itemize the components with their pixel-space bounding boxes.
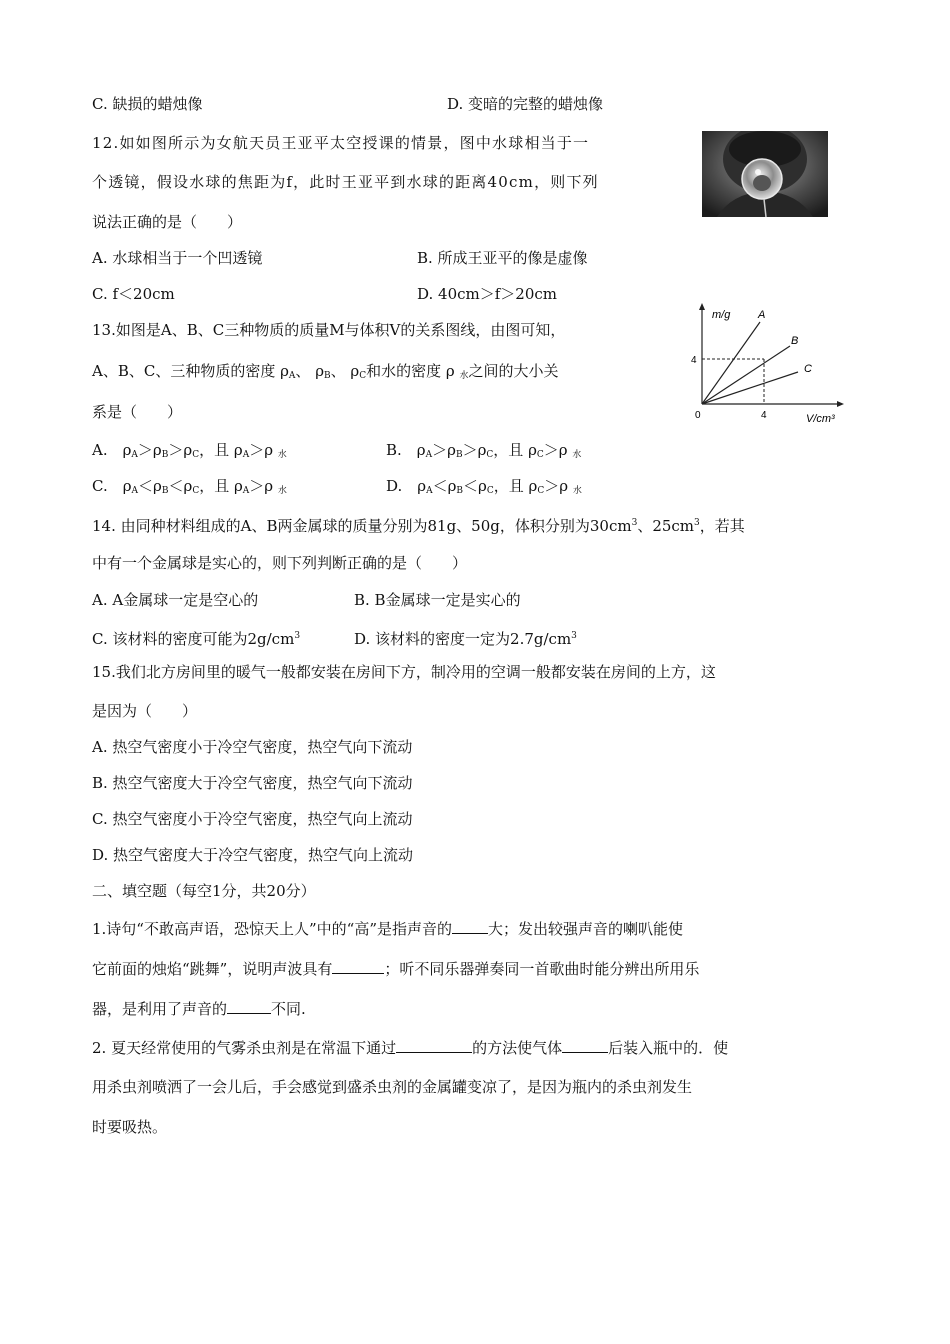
q15-stem-line1: 15.我们北方房间里的暖气一般都安装在房间下方，制冷用的空调一般都安装在房间的上方，这 bbox=[92, 663, 716, 681]
line-a bbox=[702, 322, 760, 404]
q14-option-a: A. A金属球一定是空心的 bbox=[92, 591, 259, 609]
q15-option-b: B. 热空气密度大于冷空气密度，热空气向下流动 bbox=[92, 774, 413, 792]
y-axis-label: m/g bbox=[712, 309, 731, 321]
q14-option-d: D. 该材料的密度一定为$2.7g/cm^3$ bbox=[354, 630, 577, 648]
q12-stem-line3: 说法正确的是（ ） bbox=[92, 213, 243, 231]
fill2-blank2[interactable] bbox=[562, 1037, 608, 1053]
x-axis-arrow bbox=[837, 401, 844, 407]
q15-option-d: D. 热空气密度大于冷空气密度，热空气向上流动 bbox=[92, 846, 414, 864]
line-c-label: C bbox=[804, 363, 812, 375]
section-fill-in-title: 二、填空题（每空1分，共20分） bbox=[92, 882, 316, 900]
q14-stem-line2: 中有一个金属球是实心的，则下列判断正确的是（ ） bbox=[92, 554, 468, 572]
y-axis-arrow bbox=[699, 303, 705, 310]
q15-option-c: C. 热空气密度小于冷空气密度，热空气向上流动 bbox=[92, 810, 413, 828]
fill2-line1: 2. 夏天经常使用的气雾杀虫剂是在常温下通过 的方法使气体 后装入瓶中的．使 bbox=[92, 1039, 729, 1057]
q12-option-a: A. 水球相当于一个凹透镜 bbox=[92, 249, 263, 267]
q13-option-b: B. $\rho_A>\rho_B>\rho_C$，且 $\rho_C>\rho$ $_水$ bbox=[386, 441, 582, 460]
q13-stem-line1: 13.如图是A、B、C三种物质的质量M与体积V的关系图线，由图可知， bbox=[92, 321, 566, 339]
q12-option-c: C. f＜20cm bbox=[92, 285, 175, 303]
fill1-blank3[interactable] bbox=[227, 998, 271, 1014]
q11-option-c: C. 缺损的蜡烛像 bbox=[92, 95, 203, 113]
fill2-line3: 时要吸热。 bbox=[92, 1118, 168, 1136]
line-b bbox=[702, 346, 790, 404]
q14-stem-line1: 14. 由同种材料组成的A、B两金属球的质量分别为81g、50g，体积分别为$30cm^3$、$25cm^3$，若其 bbox=[92, 517, 745, 535]
q13-option-c: C. $\rho_A<\rho_B<\rho_C$，且 $\rho_A>\rho$ $_水$ bbox=[92, 477, 287, 496]
x-axis-label: V/cm³ bbox=[806, 413, 835, 425]
q11-option-d: D. 变暗的完整的蜡烛像 bbox=[447, 95, 604, 113]
line-b-label: B bbox=[791, 335, 799, 347]
x-tick-label: 4 bbox=[761, 410, 767, 421]
line-a-label: A bbox=[758, 309, 766, 321]
q13-stem-line2: A、B、C、三种物质的密度 $\rho_A$、 $\rho_B$、 $\rho_C$和水的密度 ρ $_水$之间的大小关 bbox=[92, 362, 559, 381]
fill1-line2: 它前面的烛焰“跳舞”，说明声波具有 ；听不同乐器弹奏同一首歌曲时能分辨出所用乐 bbox=[92, 960, 700, 978]
fill1-blank2[interactable] bbox=[332, 958, 384, 974]
y-tick-label: 4 bbox=[691, 355, 697, 366]
mass-volume-graph bbox=[680, 300, 850, 425]
q14-option-b: B. B金属球一定是实心的 bbox=[354, 591, 521, 609]
fill1-line3: 器，是利用了声音的 不同. bbox=[92, 1000, 306, 1018]
q13-option-d: D. $\rho_A<\rho_B<\rho_C$，且 $\rho_C>\rho$ $_水$ bbox=[386, 477, 582, 496]
astronaut-water-ball-photo bbox=[702, 131, 828, 217]
fill1-line1: 1.诗句“不敢高声语，恐惊天上人”中的“高”是指声音的 大；发出较强声音的喇叭能使 bbox=[92, 920, 684, 938]
q13-stem-line3: 系是（ ） bbox=[92, 403, 183, 421]
q13-option-a: A. $\rho_A>\rho_B>\rho_C$，且 $\rho_A>\rho$ $_水$ bbox=[92, 441, 287, 460]
q12-stem-line1: 12.如如图所示为女航天员王亚平太空授课的情景，图中水球相当于一 bbox=[92, 134, 590, 152]
q14-option-c: C. 该材料的密度可能为$2g/cm^3$ bbox=[92, 630, 301, 648]
line-c bbox=[702, 372, 798, 404]
q15-stem-line2: 是因为（ ） bbox=[92, 702, 198, 720]
fill1-blank1[interactable] bbox=[452, 918, 488, 934]
origin-label: 0 bbox=[695, 410, 701, 421]
fill2-blank1[interactable] bbox=[396, 1037, 472, 1053]
q15-option-a: A. 热空气密度小于冷空气密度，热空气向下流动 bbox=[92, 738, 413, 756]
fill2-line2: 用杀虫剂喷洒了一会儿后，手会感觉到盛杀虫剂的金属罐变凉了，是因为瓶内的杀虫剂发生 bbox=[92, 1078, 693, 1096]
q12-stem-line2: 个透镜，假设水球的焦距为f，此时王亚平到水球的距离40cm，则下列 bbox=[92, 173, 599, 191]
q12-option-d: D. 40cm＞f＞20cm bbox=[417, 285, 558, 303]
q12-option-b: B. 所成王亚平的像是虚像 bbox=[417, 249, 588, 267]
